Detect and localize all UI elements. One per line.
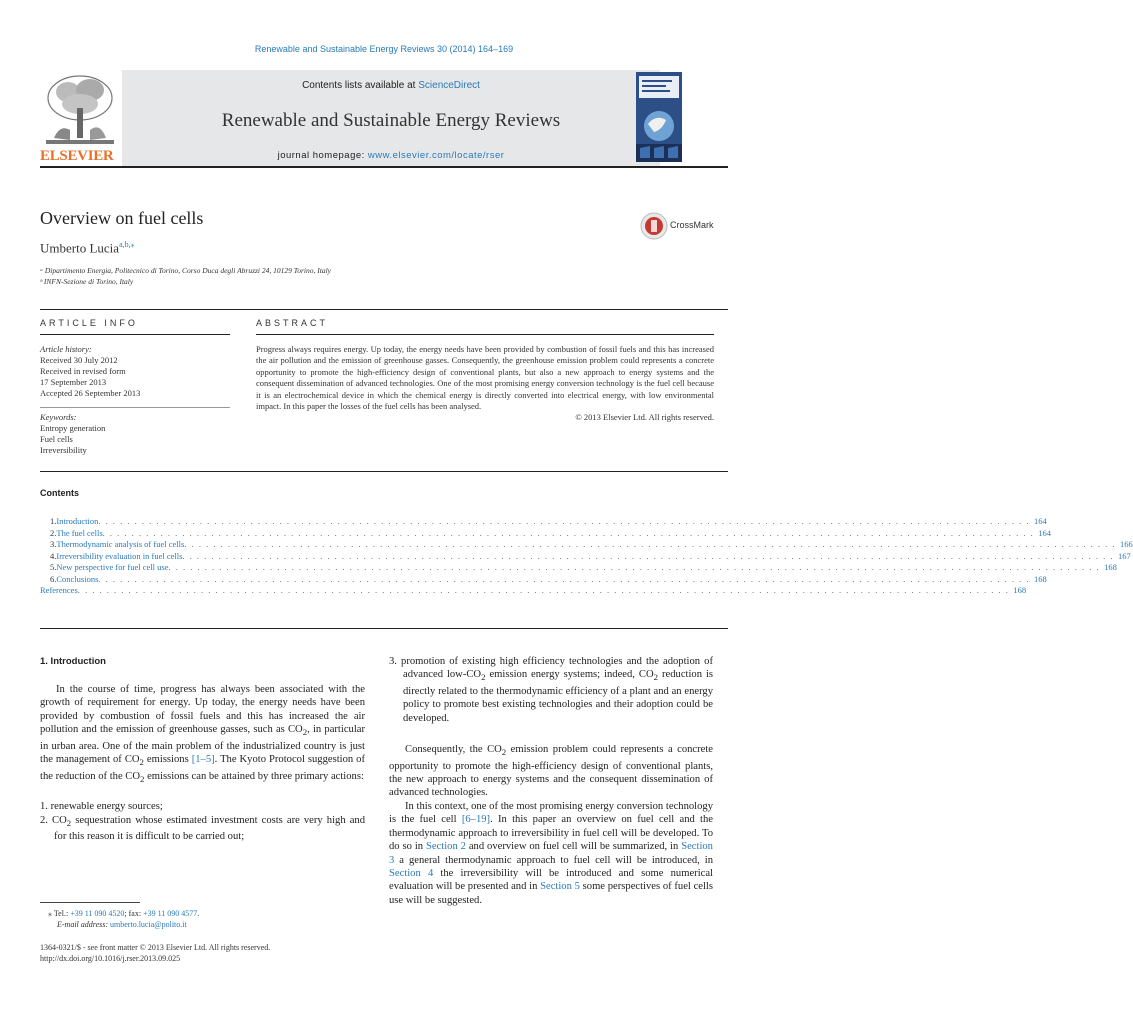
contents-top-rule [40, 471, 728, 472]
footnote-email: E-mail address: umberto.lucia@polito.it [57, 920, 187, 929]
list-item: 1. renewable energy sources; [40, 801, 163, 813]
article-info-rule [40, 334, 230, 335]
keyword-2: Fuel cells [40, 434, 73, 444]
toc-title[interactable]: Conclusions [56, 573, 99, 584]
contents-heading: Contents [40, 488, 79, 498]
toc-num: 4. [50, 550, 57, 561]
doi-link[interactable]: http://dx.doi.org/10.1016/j.rser.2013.09.025 [40, 954, 181, 963]
section-4-link[interactable]: Section 4 [389, 867, 434, 879]
toc-page[interactable]: 164 [1038, 527, 1052, 538]
toc-title[interactable]: References [40, 585, 78, 595]
toc-page[interactable]: 167 [1118, 550, 1131, 561]
toc-title[interactable]: New perspective for fuel cell use [56, 562, 169, 572]
abstract [256, 344, 714, 424]
toc-item-conclusions[interactable]: 6. Conclusions . . . . . . . . . . . . . . . . . . . . . . . . . . . . . . . . . . . . . . . . . . . . . . . . . . . . . . . . . . . . . . . . . . . . . . . . . . . . . . . . . . . . . . . . . . . . . . . . . . . . . . . . . . . . . . . . . . . . . . . . . . . . . . . . . 168 [50, 573, 1047, 584]
toc-page[interactable]: 164 [1034, 516, 1047, 526]
ref-link-6-19[interactable]: [6–19] [461, 814, 491, 826]
abstract-rule [256, 334, 714, 335]
keywords-rule [40, 407, 230, 408]
publisher-wordmark: ELSEVIER [40, 148, 114, 164]
affiliation-b: ᵇ INFN-Sezione di Torino, Italy [40, 277, 134, 286]
table-of-contents [40, 516, 1133, 597]
section-1-heading: 1. Introduction [40, 656, 106, 667]
author-line [40, 240, 135, 256]
banner-rule [40, 166, 728, 168]
toc-item-irreversibility[interactable]: 4. Irreversibility evaluation in fuel cells . . . . . . . . . . . . . . . . . . . . . . . . . . . . . . . . . . . . . . . . . . . . . . . . . . . . . . . . . . . . . . . . . . . . . . . . . . . . . . . . . . . . . . . . . . . . . . . . . . . . . . . . . . . . . . . . . . . . . . . . . . . . . . . . . 167 [50, 550, 1131, 561]
crossmark-badge[interactable] [640, 212, 730, 240]
abstract-text: Progress always requires energy. Up today, the energy needs have been provided by combustion of fossil fuels and this has increased the air pollution and the emission of greenhouse gasses. Consequently, the greenhouse emission problem could represents a concrete opportunity to promote the high-efficiency design of conventional plants, but also a new approach to energy systems and the consequent dissemination of advanced technologies. One of the most promising energy conversion technology is the fuel cell because it is an electrochemical device in which the chemical energy is directly converted into electrical energy, with low environmental impact. In this paper the losses of the fuel cells has been analysed. [256, 344, 714, 412]
article-title: Overview on fuel cells [40, 208, 204, 228]
toc-title[interactable]: Irreversibility evaluation in fuel cells [56, 550, 183, 561]
section-5-link[interactable]: Section 5 [540, 881, 580, 893]
toc-page[interactable]: 166 [1119, 539, 1133, 549]
journal-reference[interactable]: Renewable and Sustainable Energy Reviews 30 (2014) 164–169 [254, 44, 514, 54]
affiliation-a: ᵃ Dipartimento Energia, Politecnico di Torino, Corso Duca degli Abruzzi 24, 10129 Torino, Italy [40, 266, 331, 275]
toc-title[interactable]: Thermodynamic analysis of fuel cells [56, 539, 185, 549]
history-received: Received 30 July 2012 [40, 355, 118, 365]
toc-num: 6. [50, 573, 57, 584]
section-3-link[interactable]: Section 3 [389, 841, 713, 866]
history-heading: Article history: [40, 344, 92, 354]
footnote-rule [40, 902, 140, 903]
ref-link-1-5[interactable]: [1–5] [191, 754, 215, 766]
history-revised: Received in revised form [40, 366, 126, 376]
toc-title[interactable]: The fuel cells [56, 527, 103, 538]
crossmark-label: CrossMark [670, 220, 714, 230]
history-accepted: Accepted 26 September 2013 [40, 388, 141, 398]
journal-homepage: journal homepage: www.elsevier.com/locate/rser [277, 150, 505, 161]
crossmark-icon [640, 212, 668, 240]
sciencedirect-link[interactable]: ScienceDirect [418, 80, 480, 91]
toc-num: 1. [50, 516, 57, 526]
journal-cover-image [636, 72, 682, 162]
fax-link[interactable]: +39 11 090 4577 [143, 909, 198, 918]
toc-item-new-perspective[interactable]: 5. New perspective for fuel cell use . . . . . . . . . . . . . . . . . . . . . . . . . . . . . . . . . . . . . . . . . . . . . . . . . . . . . . . . . . . . . . . . . . . . . . . . . . . . . . . . . . . . . . . . . . . . . . . . . . . . . . . . . . . . . . . . . . . . . . . . . . . . . . . . . 168 [50, 562, 1117, 572]
toc-page[interactable]: 168 [1104, 562, 1117, 572]
phone-link[interactable]: +39 11 090 4520 [70, 909, 125, 918]
toc-item-thermodynamic-analysis[interactable]: 3. Thermodynamic analysis of fuel cells . . . . . . . . . . . . . . . . . . . . . . . . . . . . . . . . . . . . . . . . . . . . . . . . . . . . . . . . . . . . . . . . . . . . . . . . . . . . . . . . . . . . . . . . . . . . . . . . . . . . . . . . . . . . . . . . . . . . . . . . . . . . . . . . . 166 [50, 539, 1133, 549]
author-name: Umberto Lucia [40, 240, 120, 256]
toc-title[interactable]: Introduction [56, 516, 99, 526]
toc-num: 3. [50, 539, 57, 549]
actions-list [40, 800, 365, 843]
homepage-link[interactable]: www.elsevier.com/locate/rser [367, 150, 505, 161]
author-marks[interactable]: a,b,⁎ [119, 240, 135, 249]
toc-item-references[interactable]: References . . . . . . . . . . . . . . . . . . . . . . . . . . . . . . . . . . . . . . . . . . . . . . . . . . . . . . . . . . . . . . . . . . . . . . . . . . . . . . . . . . . . . . . . . . . . . . . . . . . . . . . . . . . . . . . . . . . . . . . . . . . . . . . . . 168 [40, 585, 1027, 595]
right-column [389, 655, 713, 907]
journal-title: Renewable and Sustainable Energy Reviews [221, 110, 561, 131]
toc-num: 5. [50, 562, 57, 572]
left-column [40, 656, 365, 844]
keyword-3: Irreversibility [40, 445, 87, 455]
footnote-contact: ⁎ Tel.: +39 11 090 4520; fax: +39 11 090 4577. [48, 909, 200, 918]
intro-paragraph-3: In this context, one of the most promising energy conversion technology is the fuel cell [6–19]. In this paper an overview on fuel cell and the thermodynamic approach to irreversibility in fuel cell will be developed. To do so in Section 2 and overview on fuel cell will be summarized, in Section 3 a general thermodynamic approach to fuel cell will be introduced, in Section 4 the irreversibility will be introduced and some numerical evaluation will be presented and in Section 5 some perspectives of fuel cells use will be suggested. [389, 800, 714, 906]
history-revised-date: 17 September 2013 [40, 377, 107, 387]
article-info [40, 344, 230, 456]
list-item: 2. $CO_2$ sequestration whose estimated investment costs are very high and for this reason it is difficult to be carried out; [40, 814, 365, 843]
journal-banner [40, 70, 728, 168]
toc-page[interactable]: 168 [1013, 585, 1027, 595]
header-rule [40, 309, 728, 310]
toc-num: 2. [50, 527, 57, 538]
toc-page[interactable]: 168 [1034, 573, 1047, 584]
section-2-link[interactable]: Section 2 [425, 841, 466, 853]
keywords-heading: Keywords: [40, 412, 77, 422]
keyword-1: Entropy generation [40, 423, 106, 433]
toc-item-fuel-cells[interactable]: 2. The fuel cells . . . . . . . . . . . . . . . . . . . . . . . . . . . . . . . . . . . . . . . . . . . . . . . . . . . . . . . . . . . . . . . . . . . . . . . . . . . . . . . . . . . . . . . . . . . . . . . . . . . . . . . . . . . . . . . . . . . . . . . . . . . . . . . . . 164 [50, 527, 1052, 538]
toc-item-introduction[interactable]: 1. Introduction . . . . . . . . . . . . . . . . . . . . . . . . . . . . . . . . . . . . . . . . . . . . . . . . . . . . . . . . . . . . . . . . . . . . . . . . . . . . . . . . . . . . . . . . . . . . . . . . . . . . . . . . . . . . . . . . . . . . . . . . . . . . . . . . . 164 [50, 516, 1047, 526]
issn-line: 1364-0321/$ - see front matter © 2013 Elsevier Ltd. All rights reserved. [40, 943, 271, 952]
contents-bottom-rule [40, 628, 728, 629]
abstract-heading: ABSTRACT [256, 318, 329, 328]
email-link[interactable]: umberto.lucia@polito.it [110, 920, 187, 929]
intro-paragraph-1: In the course of time, progress has always been associated with the growth of requirement for energy. Up today, the energy needs have been provided by combustion of fossil fuels and this has increased the air pollution and the emission of greenhouse gasses, such as $CO_2$, in particular in urban area. One of the main problem of the industrialized country is just the management of $CO_2$ emissions [1–5]. The Kyoto Protocol suggestion of the reduction of the $CO_2$ emissions can be attained by three primary actions: [40, 684, 365, 784]
article-info-heading: ARTICLE INFO [40, 318, 138, 328]
abstract-copyright: © 2013 Elsevier Ltd. All rights reserved. [575, 412, 714, 423]
footnote [48, 908, 366, 930]
contents-available: Contents lists available at ScienceDirect [302, 80, 480, 91]
list-item: 3. promotion of existing high efficiency technologies and the adoption of advanced low-$CO_2$ emission energy systems; indeed, $CO_2$ reduction is directly related to the thermodynamic efficiency of a plant and an energy policy to promote best existing technologies and their adoption could be developed. [389, 656, 714, 724]
intro-paragraph-2: Consequently, the $CO_2$ emission problem could represents a concrete opportunity to promote the high-efficiency design of conventional plants, the new approach to energy systems and the consequent dissemination of advanced technologies. [389, 744, 713, 799]
